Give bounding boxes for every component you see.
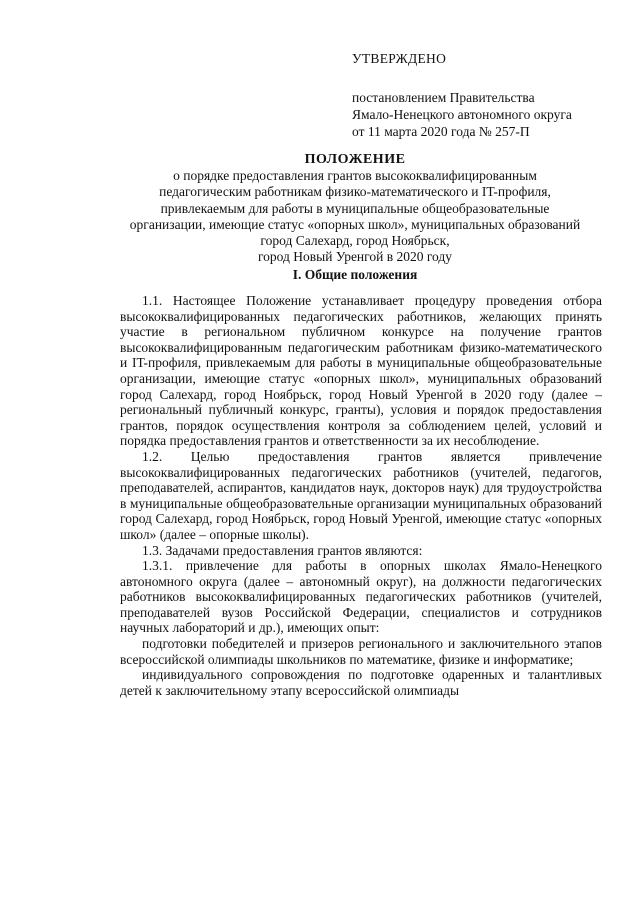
paragraph: 1.1. Настоящее Положение устанавливает процедуру проведения отбора высококвалифицированных педагогических работников, желающих принять участие в региональном публичном конкурсе на получение грантов высококвалифицированным педагогическим работникам физико-математического и IT-профиля, привлекаемым для работы в муниципальные общеобразовательные организации, имеющие статус «опорных школ», муниципальных образований город Салехард, город Ноябрьск, город Новый Уренгой в 2020 году (далее – региональный публичный конкурс, гранты), условия и порядок предоставления грантов, порядок осуществления контроля за соблюдением целей, условий и порядка предоставления грантов и ответственности за их несоблюдение.: [120, 293, 602, 449]
title-line: организации, имеющие статус «опорных школ», муниципальных образований: [129, 216, 581, 232]
paragraph: 1.3.1. привлечение для работы в опорных школах Ямало-Ненецкого автономного округа (далее – автономный округ), на должности педагогических работников высококвалифицированных педагогических работников (учителей, преподавателей вузов Российской Федерации, специалистов и сотрудников научных лабораторий и др.), имеющих опыт:: [120, 558, 602, 636]
title-line: город Новый Уренгой в 2020 году: [257, 249, 453, 265]
document-title: ПОЛОЖЕНИЕ: [304, 152, 406, 167]
title-line: город Салехард, город Ноябрьск,: [260, 233, 450, 249]
document-body: [120, 293, 602, 698]
paragraph: индивидуального сопровождения по подготовке одаренных и талантливых детей к заключительному этапу всероссийской олимпиады: [120, 667, 602, 698]
title-line: о порядке предоставления грантов высококвалифицированным: [173, 168, 537, 184]
approval-stamp: УТВЕРЖДЕНО: [352, 51, 447, 66]
section-heading: I. Общие положения: [292, 267, 418, 282]
document-title-block: [110, 152, 600, 265]
approval-line: постановлением Правительства: [352, 90, 535, 105]
approval-line: от 11 марта 2020 года № 257-П: [352, 124, 530, 139]
approval-line: Ямало-Ненецкого автономного округа: [352, 107, 572, 122]
title-line: педагогическим работникам физико-математического и IT-профиля,: [159, 184, 551, 200]
paragraph: подготовки победителей и призеров регионального и заключительного этапов всероссийской олимпиады школьников по математике, физике и информатике;: [120, 636, 602, 667]
paragraph: 1.3. Задачами предоставления грантов являются:: [142, 542, 423, 558]
paragraph: 1.2. Целью предоставления грантов является привлечение высококвалифицированных педагогических работников (учителей, педагогов, преподавателей, аспирантов, кандидатов наук, докторов наук) для трудоустройства в муниципальные общеобразовательные организации муниципальных образований город Салехард, город Ноябрьск, город Новый Уренгой, имеющие статус «опорных школ» (далее – опорные школы).: [120, 448, 602, 542]
approval-block: [352, 50, 572, 140]
title-line: привлекаемым для работы в муниципальные общеобразовательные: [160, 200, 550, 216]
